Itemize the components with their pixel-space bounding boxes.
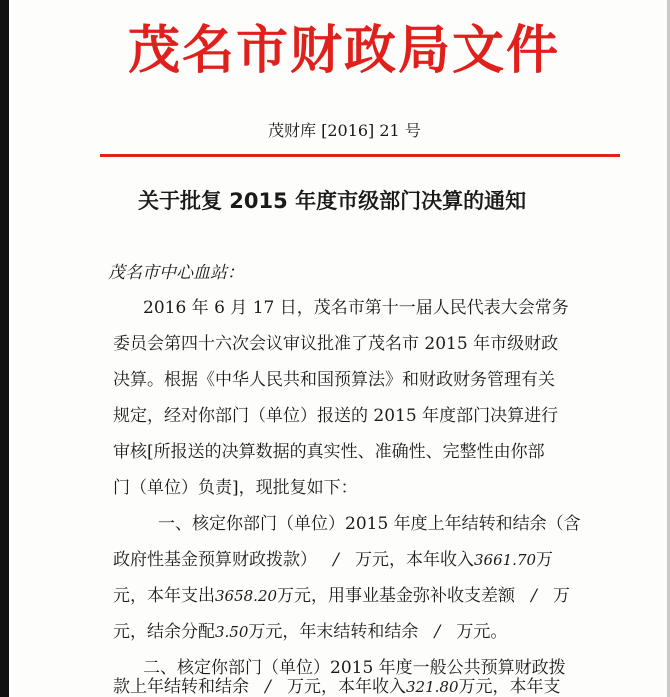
body-text: 万元，本年收入 xyxy=(355,550,474,570)
handwritten-amount: 3658.20 xyxy=(215,587,278,605)
body-text: 政府性基金预算财政拨款） xyxy=(113,550,317,570)
document-number: 茂财库 [2016] 21 号 xyxy=(268,121,421,140)
body-text: 万元，年末结转和结余 xyxy=(248,622,419,642)
body-text: 款上年结转和结余 xyxy=(113,677,249,697)
header-divider xyxy=(100,154,620,157)
body-line xyxy=(113,545,553,570)
addressee: 茂名市中心血站： xyxy=(108,263,244,283)
notice-title: 关于批复 2015 年度市级部门决算的通知 xyxy=(138,189,527,213)
handwritten-blank: / xyxy=(531,586,537,606)
body-line: 门（单位）负责]，现批复如下： xyxy=(113,478,358,498)
body-text: 万元，本年支 xyxy=(458,677,561,697)
body-text: 元，结余分配 xyxy=(113,622,215,642)
body-text: 万 xyxy=(553,586,571,606)
body-text: 万元。 xyxy=(456,622,508,642)
handwritten-blank: / xyxy=(265,677,271,697)
body-line: 二、核定你部门（单位）2015 年度一般公共预算财政拨 xyxy=(143,658,566,678)
body-text: 元，本年支出 xyxy=(113,586,215,606)
body-text: 万元，用事业基金弥补收支差额 xyxy=(277,586,516,606)
scan-edge-left xyxy=(0,0,9,697)
body-line: 规定，经对你部门（单位）报送的 2015 年度部门决算进行 xyxy=(113,406,559,426)
issuing-org-header: 茂名市财政局文件 xyxy=(128,20,561,81)
body-line: 审核[所报送的决算数据的真实性、准确性、完整性由你部 xyxy=(113,442,545,462)
handwritten-amount: 3.50 xyxy=(215,623,249,641)
body-line: 2016 年 6 月 17 日，茂名市第十一届人民代表大会常务 xyxy=(143,298,569,318)
handwritten-blank: / xyxy=(333,550,339,570)
body-line xyxy=(113,617,507,642)
body-line: 决算。根据《中华人民共和国预算法》和财政财务管理有关 xyxy=(113,370,555,390)
body-line: 一、核定你部门（单位）2015 年度上年结转和结余（含 xyxy=(158,514,581,534)
handwritten-amount: 3661.70 xyxy=(474,551,537,569)
body-line xyxy=(113,581,570,606)
handwritten-blank: / xyxy=(434,622,441,642)
body-text: 万 xyxy=(536,550,554,570)
body-line xyxy=(113,672,561,697)
handwritten-amount: 321.80 xyxy=(406,678,459,696)
body-text: 万元，本年收入 xyxy=(287,677,406,697)
body-line: 委员会第四十六次会议审议批准了茂名市 2015 年市级财政 xyxy=(113,334,559,354)
